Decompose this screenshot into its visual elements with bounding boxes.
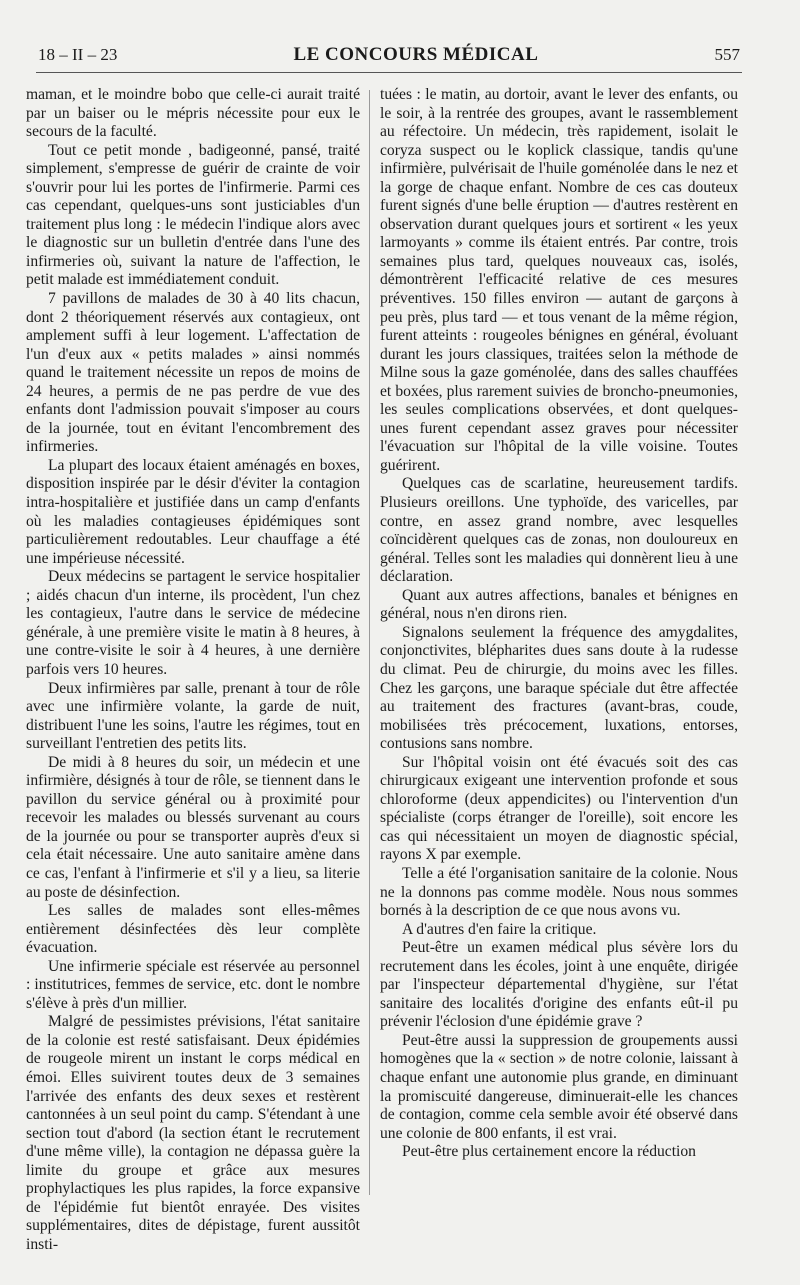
paragraph: Sur l'hôpital voisin ont été évacués soit des cas chirurgicaux exigeant une intervention profonde et sous chloroforme (deux appendicites) ou l'intervention d'un spécialiste (corps étranger de l'oreille), soit encore les cas qui nécessitaient un moyen de diagnostic spécial, rayons X par exemple. [380,753,738,864]
paragraph: Une infirmerie spéciale est réservée au personnel : institutrices, femmes de service, etc. dont le nombre s'élève à près d'un millier. [26,957,360,1012]
paragraph: Signalons seulement la fréquence des amygdalites, conjonctivites, blépharites dues sans doute à la rudesse du climat. Peu de chirurgie, du moins avec les filles. Chez les garçons, une baraque spéciale dut être affectée au traitement des fractures (avant-bras, coude, mobilisées très précocement, luxations, entorses, contusions sans nombre. [380,623,738,753]
paragraph: Peut-être aussi la suppression de groupements aussi homogènes que la « section » de notre colonie, laissant à chaque enfant une autonomie plus grande, en diminuant la promiscuité dangereuse, diminuerait-elle les chances de contagion, comme cela semble avoir été observé dans une colonie de 800 enfants, il est vrai. [380,1031,738,1142]
paragraph: Peut-être plus certainement encore la réduction [402,1143,696,1161]
paragraph: De midi à 8 heures du soir, un médecin et une infirmière, désignés à tour de rôle, se tiennent dans le pavillon du service général ou à proximité pour recevoir les malades ou blessés survenant au cours de la journée ou pour se transporter auprès d'eux si cela était nécessaire. Une auto sanitaire amène dans ce cas, l'enfant à l'infirmerie et s'il y a lieu, sa literie au poste de désinfection. [26,753,360,901]
paragraph: 7 pavillons de malades de 30 à 40 lits chacun, dont 2 théoriquement réservés aux contagieux, ont amplement suffi à leur logement. L'affectation de l'un d'eux aux « petits malades » ainsi nommés quand le traitement nécessite un repos de moins de 24 heures, a permis de ne pas perdre de vue des enfants dont l'admission pouvait s'imposer au cours de la journée, tout en évitant l'encombrement des infirmeries. [26,290,360,456]
paragraph: La plupart des locaux étaient aménagés en boxes, disposition inspirée par le désir d'éviter la contagion intra-hospitalière et justifiée dans un camp d'enfants où les maladies contagieuses épidémiques sont particulièrement redoutables. Leur chauffage a été une impérieuse nécessité. [26,456,360,567]
paragraph: maman, et le moindre bobo que celle-ci aurait traité par un baiser ou le mépris nécessite pour eux le secours de la faculté. [26,86,360,141]
paragraph: Deux infirmières par salle, prenant à tour de rôle avec une infirmière volante, la garde de nuit, distribuent l'une les soins, l'autre les régimes, tout en surveillant l'entretien des petits lits. [26,679,360,753]
page-header [38,40,740,70]
column-divider [369,90,370,1195]
paragraph: Quant aux autres affections, banales et bénignes en général, nous n'en dirons rien. [380,586,738,623]
paragraph: Quelques cas de scarlatine, heureusement tardifs. Plusieurs oreillons. Une typhoïde, des varicelles, par contre, en assez grand nombre, avec lesquelles coïncidèrent quelques cas de zonas, non douloureux en général. Telles sont les maladies qui donnèrent lieu à une déclaration. [380,475,738,586]
header-rule [36,72,742,73]
paragraph: Telle a été l'organisation sanitaire de la colonie. Nous ne la donnons pas comme modèle. Nous nous sommes bornés à la description de ce que nous avons vu. [380,864,738,920]
paragraph: Deux médecins se partagent le service hospitalier ; aidés chacun d'un interne, ils procèdent, l'un chez les contagieux, l'autre dans le service de médecine générale, à une première visite le matin à 8 heures, à une contre-visite le soir à 4 heures, à une dernière parfois vers 10 heures. [26,568,360,678]
right-column [380,86,738,1162]
journal-title: LE CONCOURS MÉDICAL [293,44,539,65]
paragraph: Les salles de malades sont elles-mêmes entièrement désinfectées dès leur complète évacuation. [26,902,360,957]
left-column [26,86,360,1254]
issue-date: 18 – II – 23 [38,45,118,64]
paragraph: A d'autres d'en faire la critique. [402,920,597,938]
paragraph: Peut-être un examen médical plus sévère lors du recrutement dans les écoles, joint à une enquête, dirigée par l'inspecteur départemental d'hygiène, sur l'état sanitaire des localités d'origine des enfants eût-il pu prévenir l'éclosion d'une épidémie grave ? [380,939,738,1031]
paragraph: Malgré de pessimistes prévisions, l'état sanitaire de la colonie est resté satisfaisant. Deux épidémies de rougeole mirent un instant le corps médical en émoi. Elles suivirent toutes deux de 3 semaines l'arrivée des enfants des deux sexes et restèrent cantonnées à un seul point du camp. S'étendant à une section tout d'abord (la section étant le recrutement d'une même ville), la contagion ne dépassa guère la limite du groupe et grâce aux mesures prophylactiques les plus rapides, la force expansive de l'épidémie fut bientôt enrayée. Des visites supplémentaires, dites de dépistage, furent aussitôt insti- [26,1013,360,1253]
page-number: 557 [714,45,740,64]
paragraph: Tout ce petit monde , badigeonné, pansé, traité simplement, s'empresse de guérir de crainte de voir s'ouvrir pour lui les portes de l'infirmerie. Parmi ces cas cependant, quelques-uns sont justiciables d'un traitement plus long : le médecin l'indique alors avec le diagnostic sur un bulletin d'entrée dans l'une des infirmeries où, suivant la nature de l'affection, le petit malade est immédiatement conduit. [26,141,360,289]
paragraph: tuées : le matin, au dortoir, avant le lever des enfants, ou le soir, à la rentrée des groupes, avant le rassemblement au réfectoire. Un médecin, très rapidement, isolait le coryza suspect ou le koplick classique, tandis qu'une infirmière, pulvérisait de l'huile goménolée dans le nez et la gorge de chaque enfant. Nombre de ces cas douteux furent signés d'une belle éruption — d'autres restèrent en observation durant quelques jours et sortirent « les yeux larmoyants » comme ils étaient entrés. Par contre, trois semaines plus tard, quelques nouveaux cas, isolés, démontrèrent l'efficacité relative de ces mesures préventives. 150 filles environ — autant de garçons à peu près, plus tard — et tous venant de la même région, furent atteints : rougeoles bénignes en général, évoluant durant les jours classiques, traitées selon la méthode de Milne sous la gaze goménolée, dans des salles chauffées et boxées, plus rarement suivies de broncho-pneumonies, les seules complications observées, et dont quelques-unes furent cependant assez graves pour nécessiter l'évacuation sur l'hôpital de la ville voisine. Toutes guérirent. [380,86,738,474]
